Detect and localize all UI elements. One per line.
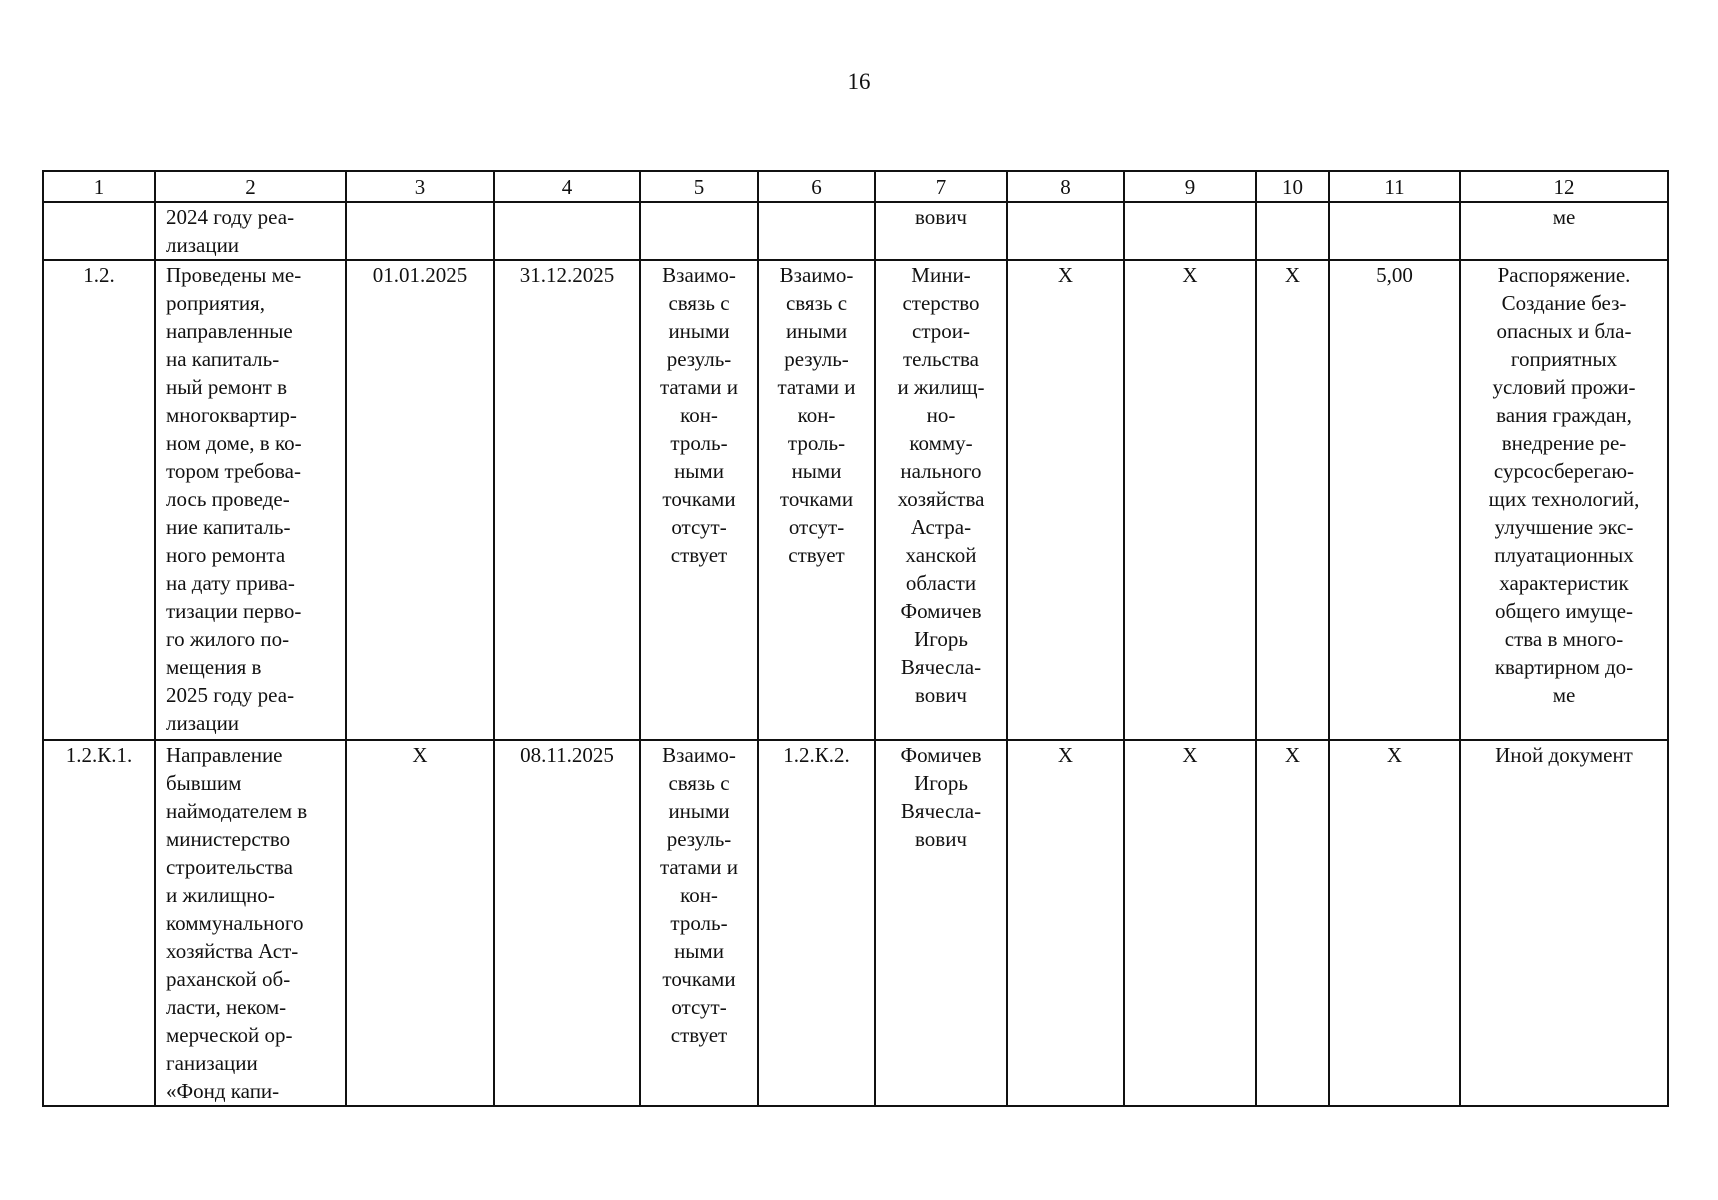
plan-table	[42, 170, 1669, 1107]
cell-col10: X	[1256, 740, 1329, 1106]
cell-end-date	[494, 202, 640, 260]
table-row	[43, 740, 1668, 1106]
cell-col8: X	[1007, 260, 1124, 740]
cell-col9: X	[1124, 740, 1256, 1106]
column-number: 6	[758, 171, 875, 202]
cell-document: Распоряжение. Создание без- опасных и бла- гоприятных условий прожи- вания граждан, внедрение ре- сурсосберегаю- щих технологий, улучшение экс- плуатационных характеристик общего имуще- ства в много- квартирном до- ме	[1460, 260, 1668, 740]
cell-responsible: Фомичев Игорь Вячесла- вович	[875, 740, 1007, 1106]
cell-description: Направление бывшим наймодателем в министерство строительства и жилищно- коммунального хозяйства Аст- раханской об- ласти, неком- мерческой ор- ганизации «Фонд капи-	[155, 740, 346, 1106]
cell-col9	[1124, 202, 1256, 260]
column-number: 3	[346, 171, 494, 202]
cell-start-date: 01.01.2025	[346, 260, 494, 740]
cell-end-date: 08.11.2025	[494, 740, 640, 1106]
column-number: 1	[43, 171, 155, 202]
cell-col11	[1329, 202, 1460, 260]
column-number: 10	[1256, 171, 1329, 202]
cell-document: Иной документ	[1460, 740, 1668, 1106]
column-number: 11	[1329, 171, 1460, 202]
cell-number: 1.2.	[43, 260, 155, 740]
cell-description: 2024 году реа- лизации	[155, 202, 346, 260]
cell-col11: X	[1329, 740, 1460, 1106]
cell-predecessors	[640, 202, 758, 260]
cell-number	[43, 202, 155, 260]
cell-successors: Взаимо- связь с иными резуль- татами и кон- троль- ными точками отсут- ствует	[758, 260, 875, 740]
column-number: 9	[1124, 171, 1256, 202]
cell-col11: 5,00	[1329, 260, 1460, 740]
column-number: 7	[875, 171, 1007, 202]
cell-end-date: 31.12.2025	[494, 260, 640, 740]
cell-successors	[758, 202, 875, 260]
cell-description: Проведены ме- роприятия, направленные на капиталь- ный ремонт в многоквартир- ном доме, в ко- тором требова- лось проведе- ние капиталь- ного ремонта на дату прива- тизации перво- го жилого по- мещения в 2025 году реа- лизации	[155, 260, 346, 740]
cell-number: 1.2.К.1.	[43, 740, 155, 1106]
cell-predecessors: Взаимо- связь с иными резуль- татами и кон- троль- ными точками отсут- ствует	[640, 260, 758, 740]
table-row	[43, 202, 1668, 260]
cell-predecessors: Взаимо- связь с иными резуль- татами и кон- троль- ными точками отсут- ствует	[640, 740, 758, 1106]
page-number: 16	[847, 69, 871, 94]
cell-successors: 1.2.К.2.	[758, 740, 875, 1106]
cell-document: ме	[1460, 202, 1668, 260]
column-number-row	[43, 171, 1668, 202]
column-number: 4	[494, 171, 640, 202]
cell-col8: X	[1007, 740, 1124, 1106]
column-number: 2	[155, 171, 346, 202]
cell-responsible: Мини- стерство строи- тельства и жилищ- но- комму- нального хозяйства Астра- ханской области Фомичев Игорь Вячесла- вович	[875, 260, 1007, 740]
cell-col8	[1007, 202, 1124, 260]
table-row	[43, 260, 1668, 740]
cell-start-date: X	[346, 740, 494, 1106]
cell-col9: X	[1124, 260, 1256, 740]
cell-responsible: вович	[875, 202, 1007, 260]
cell-start-date	[346, 202, 494, 260]
column-number: 12	[1460, 171, 1668, 202]
cell-col10: X	[1256, 260, 1329, 740]
cell-col10	[1256, 202, 1329, 260]
column-number: 5	[640, 171, 758, 202]
column-number: 8	[1007, 171, 1124, 202]
